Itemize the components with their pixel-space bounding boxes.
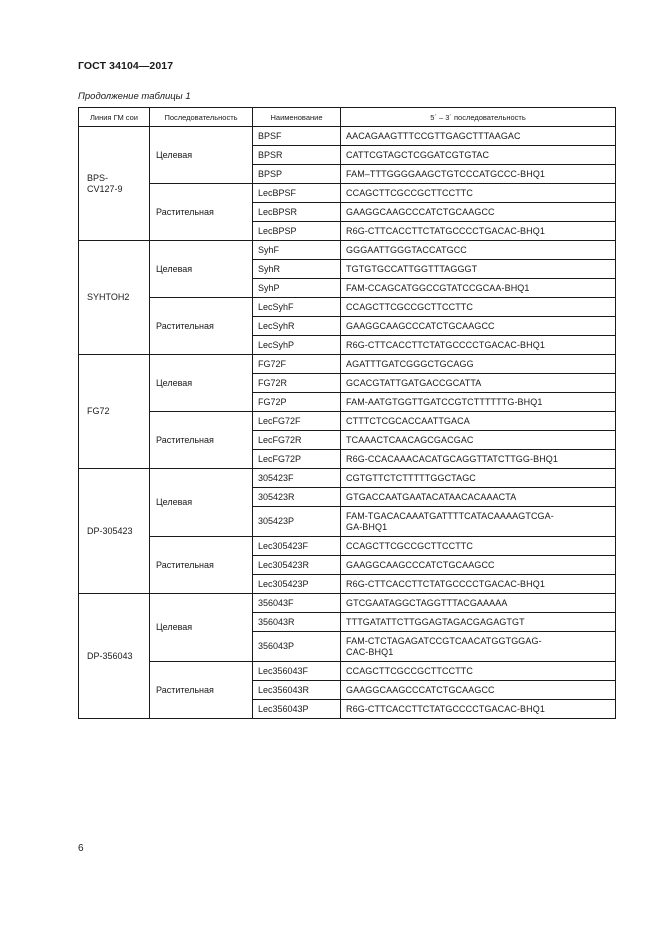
gm-line-cell: SYHTOH2 bbox=[79, 241, 150, 355]
table-row bbox=[79, 355, 616, 374]
oligo-name-cell: LecBPSP bbox=[253, 222, 341, 241]
page-number: 6 bbox=[78, 843, 84, 854]
sequence-type-cell: Растительная bbox=[150, 184, 253, 241]
oligo-name-cell: LecSyhF bbox=[253, 298, 341, 317]
oligo-sequence-cell: R6G-CTTCACCTTCTATGCCCCTGACAC-BHQ1 bbox=[341, 222, 616, 241]
oligo-sequence-cell: GCACGTATTGATGACCGCATTA bbox=[341, 374, 616, 393]
oligo-sequence-cell: FAM-AATGTGGTTGATCCGTCTTTTTTG-BHQ1 bbox=[341, 393, 616, 412]
oligo-sequence-cell: CCAGCTTCGCCGCTTCCTTC bbox=[341, 184, 616, 203]
oligo-sequence-cell: FAM-CTCTAGAGATCCGTCAACATGGTGGAG- CAC-BHQ1 bbox=[341, 632, 616, 662]
column-header-line: Линия ГМ сои bbox=[79, 108, 150, 127]
oligo-name-cell: Lec305423P bbox=[253, 575, 341, 594]
oligo-sequence-cell: R6G-CTTCACCTTCTATGCCCCTGACAC-BHQ1 bbox=[341, 336, 616, 355]
table-row bbox=[79, 412, 616, 431]
oligo-sequence-cell: CCAGCTTCGCCGCTTCCTTC bbox=[341, 662, 616, 681]
table-header-row bbox=[79, 108, 616, 127]
column-header-sequence: 5´ – 3´ последовательность bbox=[341, 108, 616, 127]
oligo-sequence-cell: CCAGCTTCGCCGCTTCCTTC bbox=[341, 298, 616, 317]
oligo-name-cell: 305423P bbox=[253, 507, 341, 537]
oligo-sequence-cell: FAM-TGACACAAATGATTTTCATACAAAAGTCGA- GA-BHQ1 bbox=[341, 507, 616, 537]
oligo-name-cell: Lec356043P bbox=[253, 700, 341, 719]
oligo-name-cell: LecSyhP bbox=[253, 336, 341, 355]
oligo-sequence-cell: R6G-CCACAAACACATGCAGGTTATCTTGG-BHQ1 bbox=[341, 450, 616, 469]
oligo-name-cell: BPSF bbox=[253, 127, 341, 146]
oligo-name-cell: 305423R bbox=[253, 488, 341, 507]
oligo-name-cell: BPSR bbox=[253, 146, 341, 165]
column-header-name: Наименование bbox=[253, 108, 341, 127]
oligo-sequence-cell: CATTCGTAGCTCGGATCGTGTAC bbox=[341, 146, 616, 165]
oligo-sequence-cell: R6G-CTTCACCTTCTATGCCCCTGACAC-BHQ1 bbox=[341, 700, 616, 719]
sequence-type-cell: Растительная bbox=[150, 537, 253, 594]
sequence-type-cell: Растительная bbox=[150, 662, 253, 719]
gm-line-cell: DP-305423 bbox=[79, 469, 150, 594]
oligo-name-cell: FG72R bbox=[253, 374, 341, 393]
oligo-sequence-cell: R6G-CTTCACCTTCTATGCCCCTGACAC-BHQ1 bbox=[341, 575, 616, 594]
oligo-sequence-cell: TCAAACTCAACAGCGACGAC bbox=[341, 431, 616, 450]
sequence-type-cell: Целевая bbox=[150, 594, 253, 662]
sequence-type-cell: Растительная bbox=[150, 298, 253, 355]
oligo-name-cell: Lec356043F bbox=[253, 662, 341, 681]
oligo-name-cell: SyhF bbox=[253, 241, 341, 260]
oligo-sequence-cell: GTGACCAATGAATACATAACACAAACTA bbox=[341, 488, 616, 507]
oligo-sequence-cell: GAAGGCAAGCCCATCTGCAAGCC bbox=[341, 556, 616, 575]
oligo-sequence-cell: AGATTTGATCGGGCTGCAGG bbox=[341, 355, 616, 374]
oligo-sequence-cell: TGTGTGCCATTGGTTTAGGGT bbox=[341, 260, 616, 279]
table-row bbox=[79, 127, 616, 146]
oligo-name-cell: 356043R bbox=[253, 613, 341, 632]
oligo-sequence-cell: GAAGGCAAGCCCATCTGCAAGCC bbox=[341, 681, 616, 700]
oligo-name-cell: FG72P bbox=[253, 393, 341, 412]
oligo-sequence-cell: TTTGATATTCTTGGAGTAGACGAGAGTGT bbox=[341, 613, 616, 632]
oligo-name-cell: LecFG72F bbox=[253, 412, 341, 431]
oligo-sequence-cell: FAM–TTTGGGGAAGCTGTCCCATGCCC-BHQ1 bbox=[341, 165, 616, 184]
table-caption: Продолжение таблицы 1 bbox=[78, 91, 191, 102]
oligo-name-cell: Lec305423R bbox=[253, 556, 341, 575]
gm-line-cell: DP-356043 bbox=[79, 594, 150, 719]
column-header-sequence-type: Последовательность bbox=[150, 108, 253, 127]
oligo-sequence-cell: GTCGAATAGGCTAGGTTTACGAAAAA bbox=[341, 594, 616, 613]
oligo-name-cell: LecFG72R bbox=[253, 431, 341, 450]
sequence-type-cell: Целевая bbox=[150, 469, 253, 537]
oligo-sequence-cell: GGGAATTGGGTACCATGCC bbox=[341, 241, 616, 260]
oligo-sequence-cell: GAAGGCAAGCCCATCTGCAAGCC bbox=[341, 317, 616, 336]
table-row bbox=[79, 241, 616, 260]
oligo-name-cell: SyhR bbox=[253, 260, 341, 279]
table-row bbox=[79, 469, 616, 488]
document-standard-title: ГОСТ 34104—2017 bbox=[78, 60, 174, 72]
oligo-name-cell: 305423F bbox=[253, 469, 341, 488]
oligo-name-cell: Lec305423F bbox=[253, 537, 341, 556]
oligo-name-cell: LecFG72P bbox=[253, 450, 341, 469]
oligo-sequence-cell: GAAGGCAAGCCCATCTGCAAGCC bbox=[341, 203, 616, 222]
sequence-type-cell: Целевая bbox=[150, 355, 253, 412]
table-row bbox=[79, 298, 616, 317]
oligo-name-cell: SyhP bbox=[253, 279, 341, 298]
table-row bbox=[79, 537, 616, 556]
oligo-sequence-cell: CCAGCTTCGCCGCTTCCTTC bbox=[341, 537, 616, 556]
oligo-name-cell: FG72F bbox=[253, 355, 341, 374]
sequence-type-cell: Растительная bbox=[150, 412, 253, 469]
oligo-name-cell: 356043F bbox=[253, 594, 341, 613]
oligo-sequence-cell: AACAGAAGTTTCCGTTGAGCTTTAAGAC bbox=[341, 127, 616, 146]
oligo-name-cell: LecBPSF bbox=[253, 184, 341, 203]
table-row bbox=[79, 594, 616, 613]
oligo-name-cell: Lec356043R bbox=[253, 681, 341, 700]
oligo-name-cell: 356043P bbox=[253, 632, 341, 662]
sequence-type-cell: Целевая bbox=[150, 127, 253, 184]
table-row bbox=[79, 184, 616, 203]
primer-probe-table bbox=[78, 107, 616, 719]
oligo-sequence-cell: CGTGTTCTCTTTTTGGCTAGC bbox=[341, 469, 616, 488]
gm-line-cell: BPS- CV127-9 bbox=[79, 127, 150, 241]
oligo-sequence-cell: FAM-CCAGCATGGCCGTATCCGCAA-BHQ1 bbox=[341, 279, 616, 298]
oligo-sequence-cell: CTTTCTCGCACCAATTGACA bbox=[341, 412, 616, 431]
table-body bbox=[79, 127, 616, 719]
oligo-name-cell: LecBPSR bbox=[253, 203, 341, 222]
table-row bbox=[79, 662, 616, 681]
oligo-name-cell: BPSP bbox=[253, 165, 341, 184]
oligo-name-cell: LecSyhR bbox=[253, 317, 341, 336]
sequence-type-cell: Целевая bbox=[150, 241, 253, 298]
gm-line-cell: FG72 bbox=[79, 355, 150, 469]
